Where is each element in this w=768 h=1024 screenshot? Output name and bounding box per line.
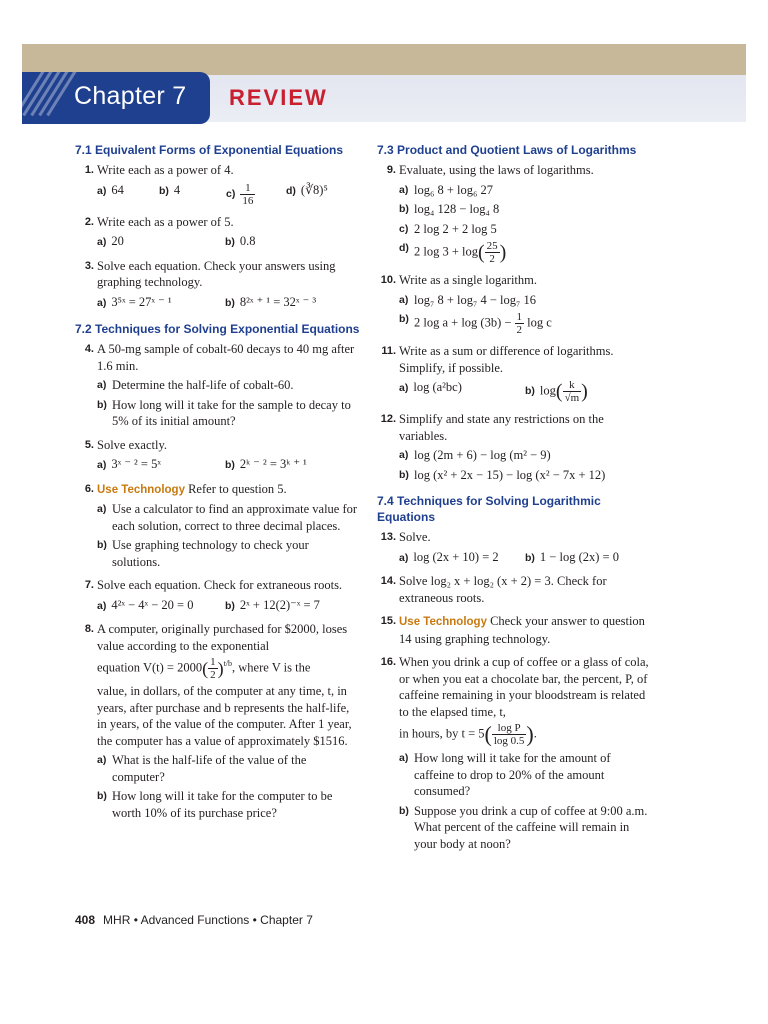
paren: (: [555, 380, 563, 403]
part-a: How long will it take for the amount of caffeine to drop to 20% of the amount consumed?: [414, 751, 611, 798]
part-a: log₇ 8 + log₇ 4 − log₇ 16: [414, 292, 536, 307]
question-6: [75, 481, 360, 571]
part-label: b): [97, 539, 107, 551]
question-text: Write as a single logarithm.: [399, 273, 538, 287]
numerator: k: [563, 379, 582, 392]
part-label: b): [525, 551, 535, 564]
use-technology-label: Use Technology: [97, 483, 185, 496]
question-text: Write as a sum or difference of logarithms. Simplify, if possible.: [399, 344, 614, 375]
section-7-1: 7.1 Equivalent Forms of Exponential Equations: [75, 143, 344, 157]
question-13: [377, 529, 652, 566]
part-label: a): [399, 382, 409, 394]
paren: ): [499, 241, 507, 264]
part-label: c): [226, 187, 236, 200]
part-d: 2 log 3 + log: [414, 244, 478, 259]
part-a: 3⁵ˣ = 27ˣ ⁻ ¹: [111, 294, 172, 309]
denominator: √m: [564, 392, 580, 404]
question-number: 8.: [84, 623, 94, 635]
question-text: Refer to question 5.: [188, 481, 287, 496]
denominator: 2: [210, 669, 216, 681]
numerator: log P: [492, 722, 527, 735]
denominator: 2: [489, 253, 495, 265]
chapter-tab: [22, 72, 210, 124]
part-a: log (a²bc): [413, 380, 462, 394]
part-label: b): [225, 296, 235, 309]
numerator: 1: [240, 182, 255, 195]
part-a: What is the half-life of the value of the computer?: [112, 753, 307, 784]
left-column: [75, 142, 360, 828]
question-number: 13.: [380, 531, 396, 543]
part-a: Determine the half-life of cobalt-60.: [112, 378, 294, 392]
question-2: [75, 214, 360, 251]
part-label: b): [225, 599, 235, 612]
chapter-title: Chapter 7: [74, 82, 187, 110]
review-heading: REVIEW: [229, 85, 328, 110]
question-text: Evaluate, using the laws of logarithms.: [399, 163, 594, 177]
question-number: 5.: [84, 438, 94, 451]
paren: (: [202, 658, 209, 679]
part-a: log₆ 8 + log₆ 27: [414, 182, 493, 197]
part-label: a): [399, 752, 409, 764]
question-number: 4.: [84, 343, 94, 355]
use-technology-label: Use Technology: [399, 616, 487, 628]
paren: ): [526, 721, 534, 747]
question-10: [377, 272, 652, 336]
part-b: How long will it take for the sample to decay to 5% of its initial amount?: [112, 397, 351, 428]
part-d: (∛8)⁵: [300, 182, 328, 197]
part-label: a): [399, 449, 409, 461]
section-7-4: 7.4 Techniques for Solving Logarithmic Equations: [377, 494, 601, 524]
footer-text: MHR • Advanced Functions • Chapter 7: [103, 913, 313, 927]
page-footer: [75, 913, 313, 927]
part-label: a): [97, 503, 107, 515]
part-label: b): [399, 313, 409, 325]
question-number: 14.: [380, 575, 396, 587]
part-a: log (2x + 10) = 2: [413, 549, 499, 564]
part-b: 8²ˣ ⁺ ¹ = 32ˣ ⁻ ³: [239, 294, 317, 309]
part-label: b): [399, 468, 409, 481]
part-label: a): [97, 236, 107, 248]
question-number: 9.: [386, 164, 396, 176]
question-12: [377, 411, 652, 483]
denominator: log 0.5: [493, 735, 525, 747]
denominator: 2: [516, 324, 523, 336]
part-b-tail: log c: [527, 315, 552, 330]
part-a: 20: [111, 234, 124, 248]
question-14: [377, 573, 652, 606]
question-11: [377, 343, 652, 404]
paren: (: [484, 721, 492, 747]
part-b: 1 − log (2x) = 0: [539, 549, 619, 564]
exponent: t/b: [223, 659, 233, 669]
question-5: [75, 437, 360, 474]
question-text: Solve each equation. Check your answers using graphing technology.: [97, 258, 336, 289]
right-column: [377, 142, 652, 859]
part-label: b): [97, 398, 107, 411]
question-text: Write each as a power of 4.: [97, 163, 234, 177]
part-a: Use a calculator to find an approximate value for each solution, correct to three decimal places.: [112, 502, 358, 533]
part-b: 2ᵏ ⁻ ² = 3ᵏ ⁺ ¹: [239, 457, 307, 471]
question-text: Solve each equation. Check for extraneous roots.: [97, 578, 343, 592]
part-label: b): [399, 804, 409, 817]
fraction-half: [515, 311, 525, 336]
fraction: [492, 722, 527, 747]
part-a: 3ˣ ⁻ ² = 5ˣ: [111, 457, 161, 471]
question-8: [75, 621, 360, 821]
question-text: value, in dollars, of the computer at any time, t, in years, after purchase and b represents the half-life, in years, of the value of the computer. After 1 year, the computer has a value of approximately $1516.: [97, 684, 352, 748]
question-number: 3.: [84, 259, 94, 272]
equation-text: , where V is the: [232, 660, 311, 675]
part-label: a): [97, 379, 107, 391]
paren: (: [478, 241, 485, 264]
part-label: b): [159, 184, 169, 197]
part-label: a): [399, 293, 409, 306]
section-7-2: 7.2 Techniques for Solving Exponential Equations: [75, 322, 360, 336]
question-text: Solve log₂ x + log₂ (x + 2) = 3. Check for extraneous roots.: [399, 574, 607, 605]
numerator: 1: [516, 311, 523, 323]
section-7-3: 7.3 Product and Quotient Laws of Logarithms: [377, 143, 637, 157]
part-label: a): [97, 296, 107, 309]
question-4: [75, 341, 360, 430]
part-a: 4²ˣ − 4ˣ − 20 = 0: [111, 597, 194, 612]
question-7: [75, 577, 360, 614]
question-3: [75, 258, 360, 312]
numerator: 25: [486, 240, 498, 252]
part-b: 0.8: [239, 234, 256, 248]
part-b: log₄ 128 − log₄ 8: [414, 202, 500, 216]
part-label: b): [225, 459, 235, 471]
question-number: 11.: [381, 345, 396, 357]
part-b: 2 log a + log (3b) −: [414, 315, 512, 330]
question-text: Solve exactly.: [97, 437, 168, 452]
part-label: a): [399, 183, 409, 196]
question-text: A 50-mg sample of cobalt-60 decays to 40 mg after 1.6 min.: [97, 342, 355, 373]
question-number: 12.: [380, 413, 396, 425]
part-label: b): [525, 385, 535, 398]
part-label: d): [286, 184, 296, 197]
question-text: Simplify and state any restrictions on the variables.: [399, 412, 604, 443]
question-number: 15.: [380, 615, 396, 627]
paren: ): [217, 658, 224, 679]
equation-text: equation V(t) = 2000: [97, 660, 203, 675]
question-9: [377, 162, 652, 265]
part-b: log (x² + 2x − 15) − log (x² − 7x + 12): [414, 467, 606, 482]
question-text: Check your answer to question 14 using graphing technology.: [399, 614, 645, 646]
numerator: 1: [210, 656, 216, 668]
fraction: [240, 182, 255, 207]
part-label: a): [399, 551, 409, 564]
part-label: c): [399, 222, 409, 235]
equation-text: in hours, by t = 5: [399, 726, 485, 741]
question-number: 2.: [84, 215, 94, 228]
part-label: a): [97, 184, 107, 197]
part-a: log (2m + 6) − log (m² − 9): [414, 448, 551, 462]
page-number: 408: [75, 913, 96, 927]
question-text: When you drink a cup of coffee or a glass of cola, or when you eat a chocolate bar, the percent, P, of caffeine remaining in your bloodstream is related to the elapsed time, t,: [399, 655, 649, 719]
question-number: 10.: [380, 274, 396, 286]
question-number: 6.: [84, 482, 94, 495]
part-b: Use graphing technology to check your solutions.: [112, 538, 309, 569]
question-text: Write each as a power of 5.: [97, 214, 234, 229]
top-decor-bar: [22, 44, 746, 75]
question-number: 16.: [380, 656, 396, 668]
question-1: [75, 162, 360, 207]
fraction: [563, 379, 582, 404]
part-a: 64: [111, 182, 124, 197]
question-15: [377, 613, 652, 647]
part-label: b): [399, 203, 409, 215]
question-text: Solve.: [399, 530, 431, 544]
question-number: 7.: [84, 579, 94, 591]
part-label: a): [97, 459, 107, 471]
part-label: a): [97, 754, 107, 766]
part-c: 2 log 2 + 2 log 5: [414, 221, 497, 236]
fraction: [485, 240, 500, 265]
question-text: A computer, originally purchased for $2000, loses value according to the exponential: [97, 622, 348, 653]
part-b: 2ˣ + 12(2)⁻ˣ = 7: [239, 597, 320, 612]
part-label: b): [97, 790, 107, 802]
part-b: How long will it take for the computer to be worth 10% of its purchase price?: [112, 789, 333, 820]
denominator: 16: [242, 194, 254, 207]
question-16: 16. When you drink a cup of coffee or a glass of cola, or when you eat a chocolate bar, the percent, P, of caffeine remaining in your bloodstream is related to the elapsed time, t, in hours, by t = 5( $\frac{\text{log P}}{\log 0.5}$ ). a) How long will it take for the amount of caffeine to drop to 20% of the amount consumed? b) Suppose you drink a cup of coffee at 9:00 a.m. What percent of the caffeine will remain in your body at noon?: [377, 654, 652, 852]
part-b: 4: [173, 182, 181, 197]
part-b: log: [539, 383, 556, 398]
question-number: 1.: [84, 164, 94, 176]
part-label: b): [225, 236, 235, 248]
part-label: a): [97, 599, 107, 612]
fraction-half: [208, 656, 218, 681]
part-label: d): [399, 242, 409, 254]
paren: ): [581, 380, 588, 403]
part-b: Suppose you drink a cup of coffee at 9:00 a.m. What percent of the caffeine will remain in your body at noon?: [414, 803, 648, 851]
